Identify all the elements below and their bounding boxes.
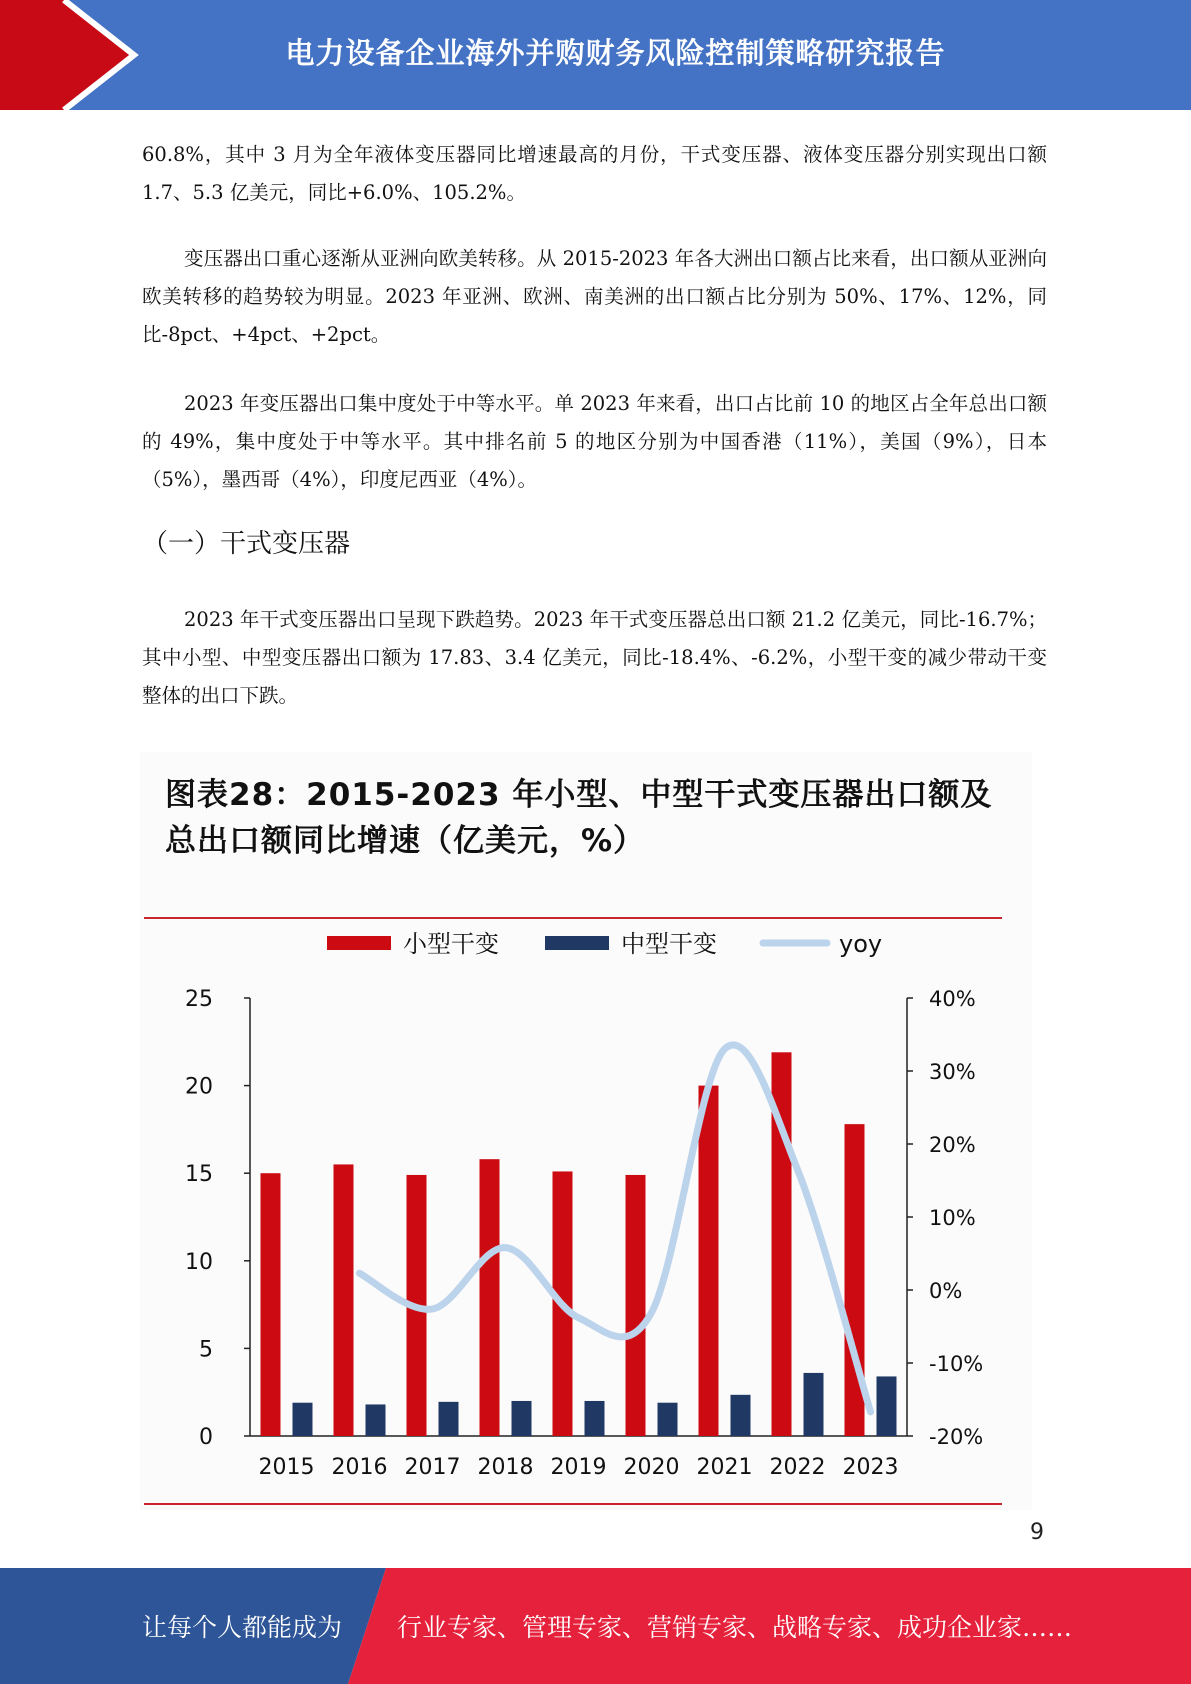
- report-title: 电力设备企业海外并购财务风险控制策略研究报告: [285, 35, 946, 70]
- page-footer: [0, 1568, 1191, 1684]
- right-tick-label: 20%: [929, 1133, 976, 1157]
- bar-medium: [804, 1373, 824, 1436]
- x-tick-label: 2022: [769, 1455, 826, 1480]
- x-tick-label: 2015: [258, 1455, 315, 1480]
- x-tick-label: 2017: [404, 1455, 461, 1480]
- legend-label: 中型干变: [621, 930, 717, 958]
- legend-swatch: [545, 936, 609, 950]
- bar-medium: [877, 1376, 897, 1436]
- bar-small: [480, 1159, 500, 1436]
- footer-slogan-right: 行业专家、管理专家、营销专家、战略专家、成功企业家……: [397, 1613, 1073, 1642]
- paragraph-3: 2023 年变压器出口集中度处于中等水平。单 2023 年来看，出口占比前 10 的地区占全年总出口额的 49%，集中度处于中等水平。其中排名前 5 的地区分别为中国香港（11%），美国（9%），日本（5%），墨西哥（4%），印度尼西亚（4%）。: [142, 392, 1047, 491]
- legend-swatch: [327, 936, 391, 950]
- x-tick-label: 2016: [331, 1455, 388, 1480]
- right-tick-label: 30%: [929, 1060, 976, 1084]
- left-tick-label: 25: [185, 987, 213, 1012]
- bar-small: [334, 1164, 354, 1436]
- export-chart: [140, 752, 1032, 1510]
- bar-medium: [439, 1402, 459, 1436]
- bar-medium: [512, 1401, 532, 1436]
- footer-slogan-left: 让每个人都能成为: [142, 1613, 343, 1642]
- x-tick-label: 2020: [623, 1455, 680, 1480]
- figure-title-line-2: 总出口额同比增速（亿美元，%）: [165, 823, 646, 859]
- right-tick-label: 40%: [929, 987, 976, 1011]
- bar-small: [261, 1173, 281, 1436]
- x-tick-label: 2019: [550, 1455, 607, 1480]
- left-tick-label: 15: [185, 1162, 213, 1188]
- figure-title-line-1: 图表28：2015-2023 年小型、中型干式变压器出口额及: [165, 777, 993, 813]
- x-tick-label: 2021: [696, 1455, 753, 1480]
- left-tick-label: 10: [185, 1249, 213, 1275]
- right-tick-label: 0%: [929, 1279, 963, 1303]
- section-heading: （一）干式变压器: [142, 529, 351, 559]
- bar-medium: [366, 1404, 386, 1436]
- page-header: [0, 0, 1191, 112]
- left-tick-label: 20: [185, 1074, 213, 1100]
- bar-small: [626, 1175, 646, 1436]
- paragraph-1: 60.8%，其中 3 月为全年液体变压器同比增速最高的月份，干式变压器、液体变压器分别实现出口额 1.7、5.3 亿美元，同比+6.0%、105.2%。: [142, 143, 1047, 204]
- bar-medium: [658, 1403, 678, 1436]
- right-tick-label: 10%: [929, 1206, 976, 1230]
- legend-label: 小型干变: [403, 930, 499, 958]
- paragraph-4: 2023 年干式变压器出口呈现下跌趋势。2023 年干式变压器总出口额 21.2 亿美元，同比-16.7%；其中小型、中型变压器出口额为 17.83、3.4 亿美元，同比-18.4%、-6.2%，小型干变的减少带动干变整体的出口下跌。: [142, 608, 1047, 707]
- yoy-line: [360, 1045, 871, 1412]
- figure-bottom-rule: [144, 1503, 1002, 1505]
- left-tick-label: 0: [199, 1425, 213, 1450]
- figure-28: [140, 752, 1032, 1510]
- left-tick-label: 5: [199, 1337, 213, 1363]
- bar-small: [699, 1086, 719, 1436]
- right-tick-label: -20%: [929, 1425, 984, 1449]
- right-tick-label: -10%: [929, 1352, 984, 1376]
- paragraph-2: 变压器出口重心逐渐从亚洲向欧美转移。从 2015-2023 年各大洲出口额占比来看，出口额从亚洲向欧美转移的趋势较为明显。2023 年亚洲、欧洲、南美洲的出口额占比分别为 50%、17%、12%，同比-8pct、+4pct、+2pct。: [142, 247, 1047, 346]
- bar-medium: [293, 1403, 313, 1436]
- x-tick-label: 2018: [477, 1455, 534, 1480]
- legend-label: yoy: [839, 930, 883, 958]
- page-number: 9: [1030, 1520, 1044, 1545]
- bar-medium: [585, 1401, 605, 1436]
- x-tick-label: 2023: [842, 1455, 899, 1480]
- bar-medium: [731, 1395, 751, 1436]
